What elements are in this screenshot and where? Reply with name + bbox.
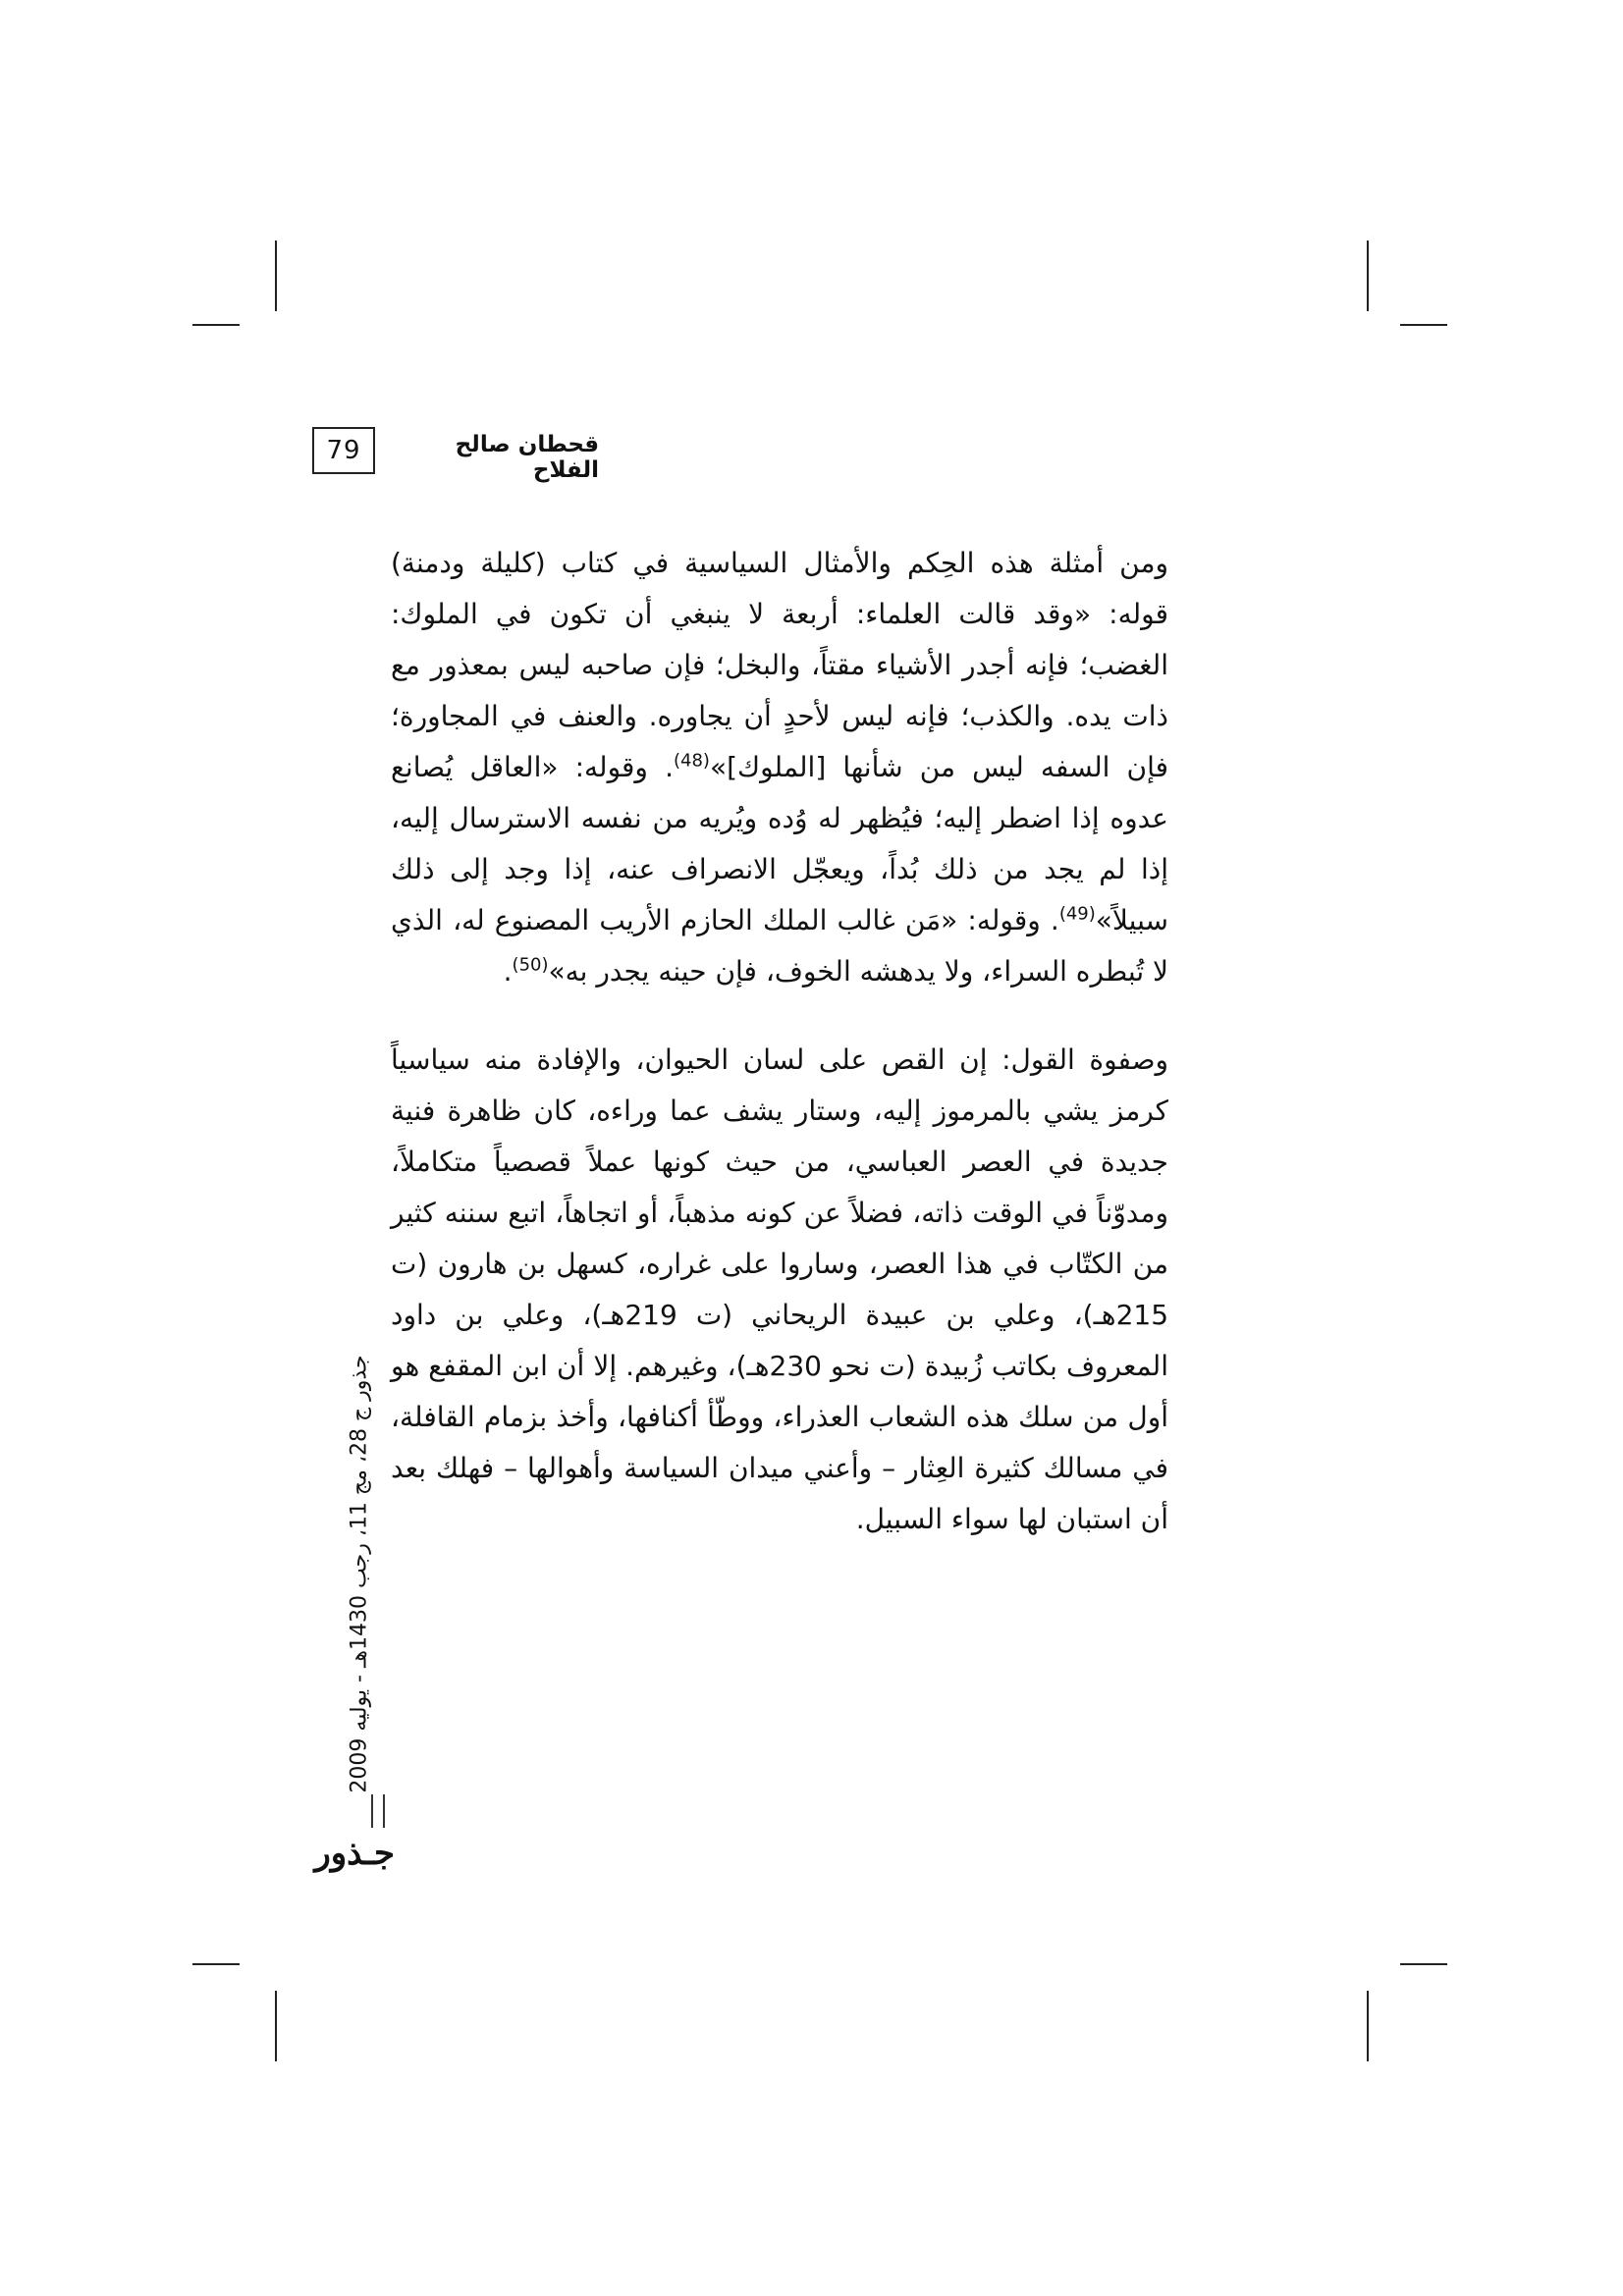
crop-mark-bottom-left-vertical [275,1991,277,2061]
footnote-ref: (50) [512,954,549,976]
issue-info-text: جذور ج 28، مج 11، رجب 1430هـ - يوليه 2009 [347,1354,372,1793]
paragraph: ومن أمثلة هذه الحِكم والأمثال السياسية في كتاب (كليلة ودمنة) قوله: «وقد قالت العلماء: أربعة لا ينبغي أن تكون في الملوك: الغضب؛ فإنه أجدر الأشياء مقتاً، والبخل؛ فإن صاحبه ليس بمعذور مع ذات يده. والكذب؛ فإنه ليس لأحدٍ أن يجاوره. والعنف في المجاورة؛ فإن السفه ليس من شأنها [الملوك]»$^{(48)}$. وقوله: «العاقل يُصانع عدوه إذا اضطر إليه؛ فيُظهر له وُده ويُريه من نفسه الاسترسال إليه، إذا لم يجد من ذلك بُداً، ويعجّل الانصراف عنه، إذا وجد إلى ذلك سبيلاً»$^{(49)}$. وقوله: «مَن غالب الملك الحازم الأريب المصنوع له، الذي لا تُبطره السراء، ولا يدهشه الخوف، فإن حينه يجدر به»$^{(50)}$. [391,547,1168,988]
crop-mark-top-right-vertical [1367,240,1369,311]
crop-mark-bottom-right-vertical [1367,1991,1369,2061]
journal-logo: جـذور [314,1834,395,1873]
paragraph: وصفوة القول: إن القص على لسان الحيوان، والإفادة منه سياسياً كرمز يشي بالمرموز إليه، وستار يشف عما وراءه، كان ظاهرة فنية جديدة في العصر العباسي، من حيث كونها عملاً قصصياً متكاملاً، ومدوّناً في الوقت ذاته، فضلاً عن كونه مذهباً، أو اتجاهاً، اتبع سننه كثير من الكتّاب في هذا العصر، وساروا على غراره، كسهل بن هارون (ت 215هـ)، وعلي بن عبيدة الريحاني (ت 219هـ)، وعلي بن داود المعروف بكاتب زُبيدة (ت نحو 230هـ)، وغيرهم. إلا أن ابن المقفع هو أول من سلك هذه الشعاب العذراء، ووطّأ أكنافها، وأخذ بزمام القافلة، في مسالك كثيرة العِثار – وأعني ميدان السياسة وأهوالها – فهلك بعد أن استبان لها سواء السبيل. [391,1043,1169,1535]
running-head-author: قحطان صالح الفلاح [455,432,599,483]
footnote-ref: (48) [673,750,710,772]
crop-mark-top-left-horizontal [192,324,240,326]
page-number: 79 [312,427,375,474]
crop-mark-bottom-left-horizontal [192,1963,240,1965]
side-double-rule [371,1794,385,1828]
issue-info-vertical [340,1354,379,1793]
crop-mark-top-left-vertical [275,240,277,311]
crop-mark-top-right-horizontal [1400,324,1447,326]
body-text [391,538,1168,1545]
crop-mark-bottom-right-horizontal [1400,1963,1447,1965]
footnote-ref: (49) [1058,903,1096,925]
